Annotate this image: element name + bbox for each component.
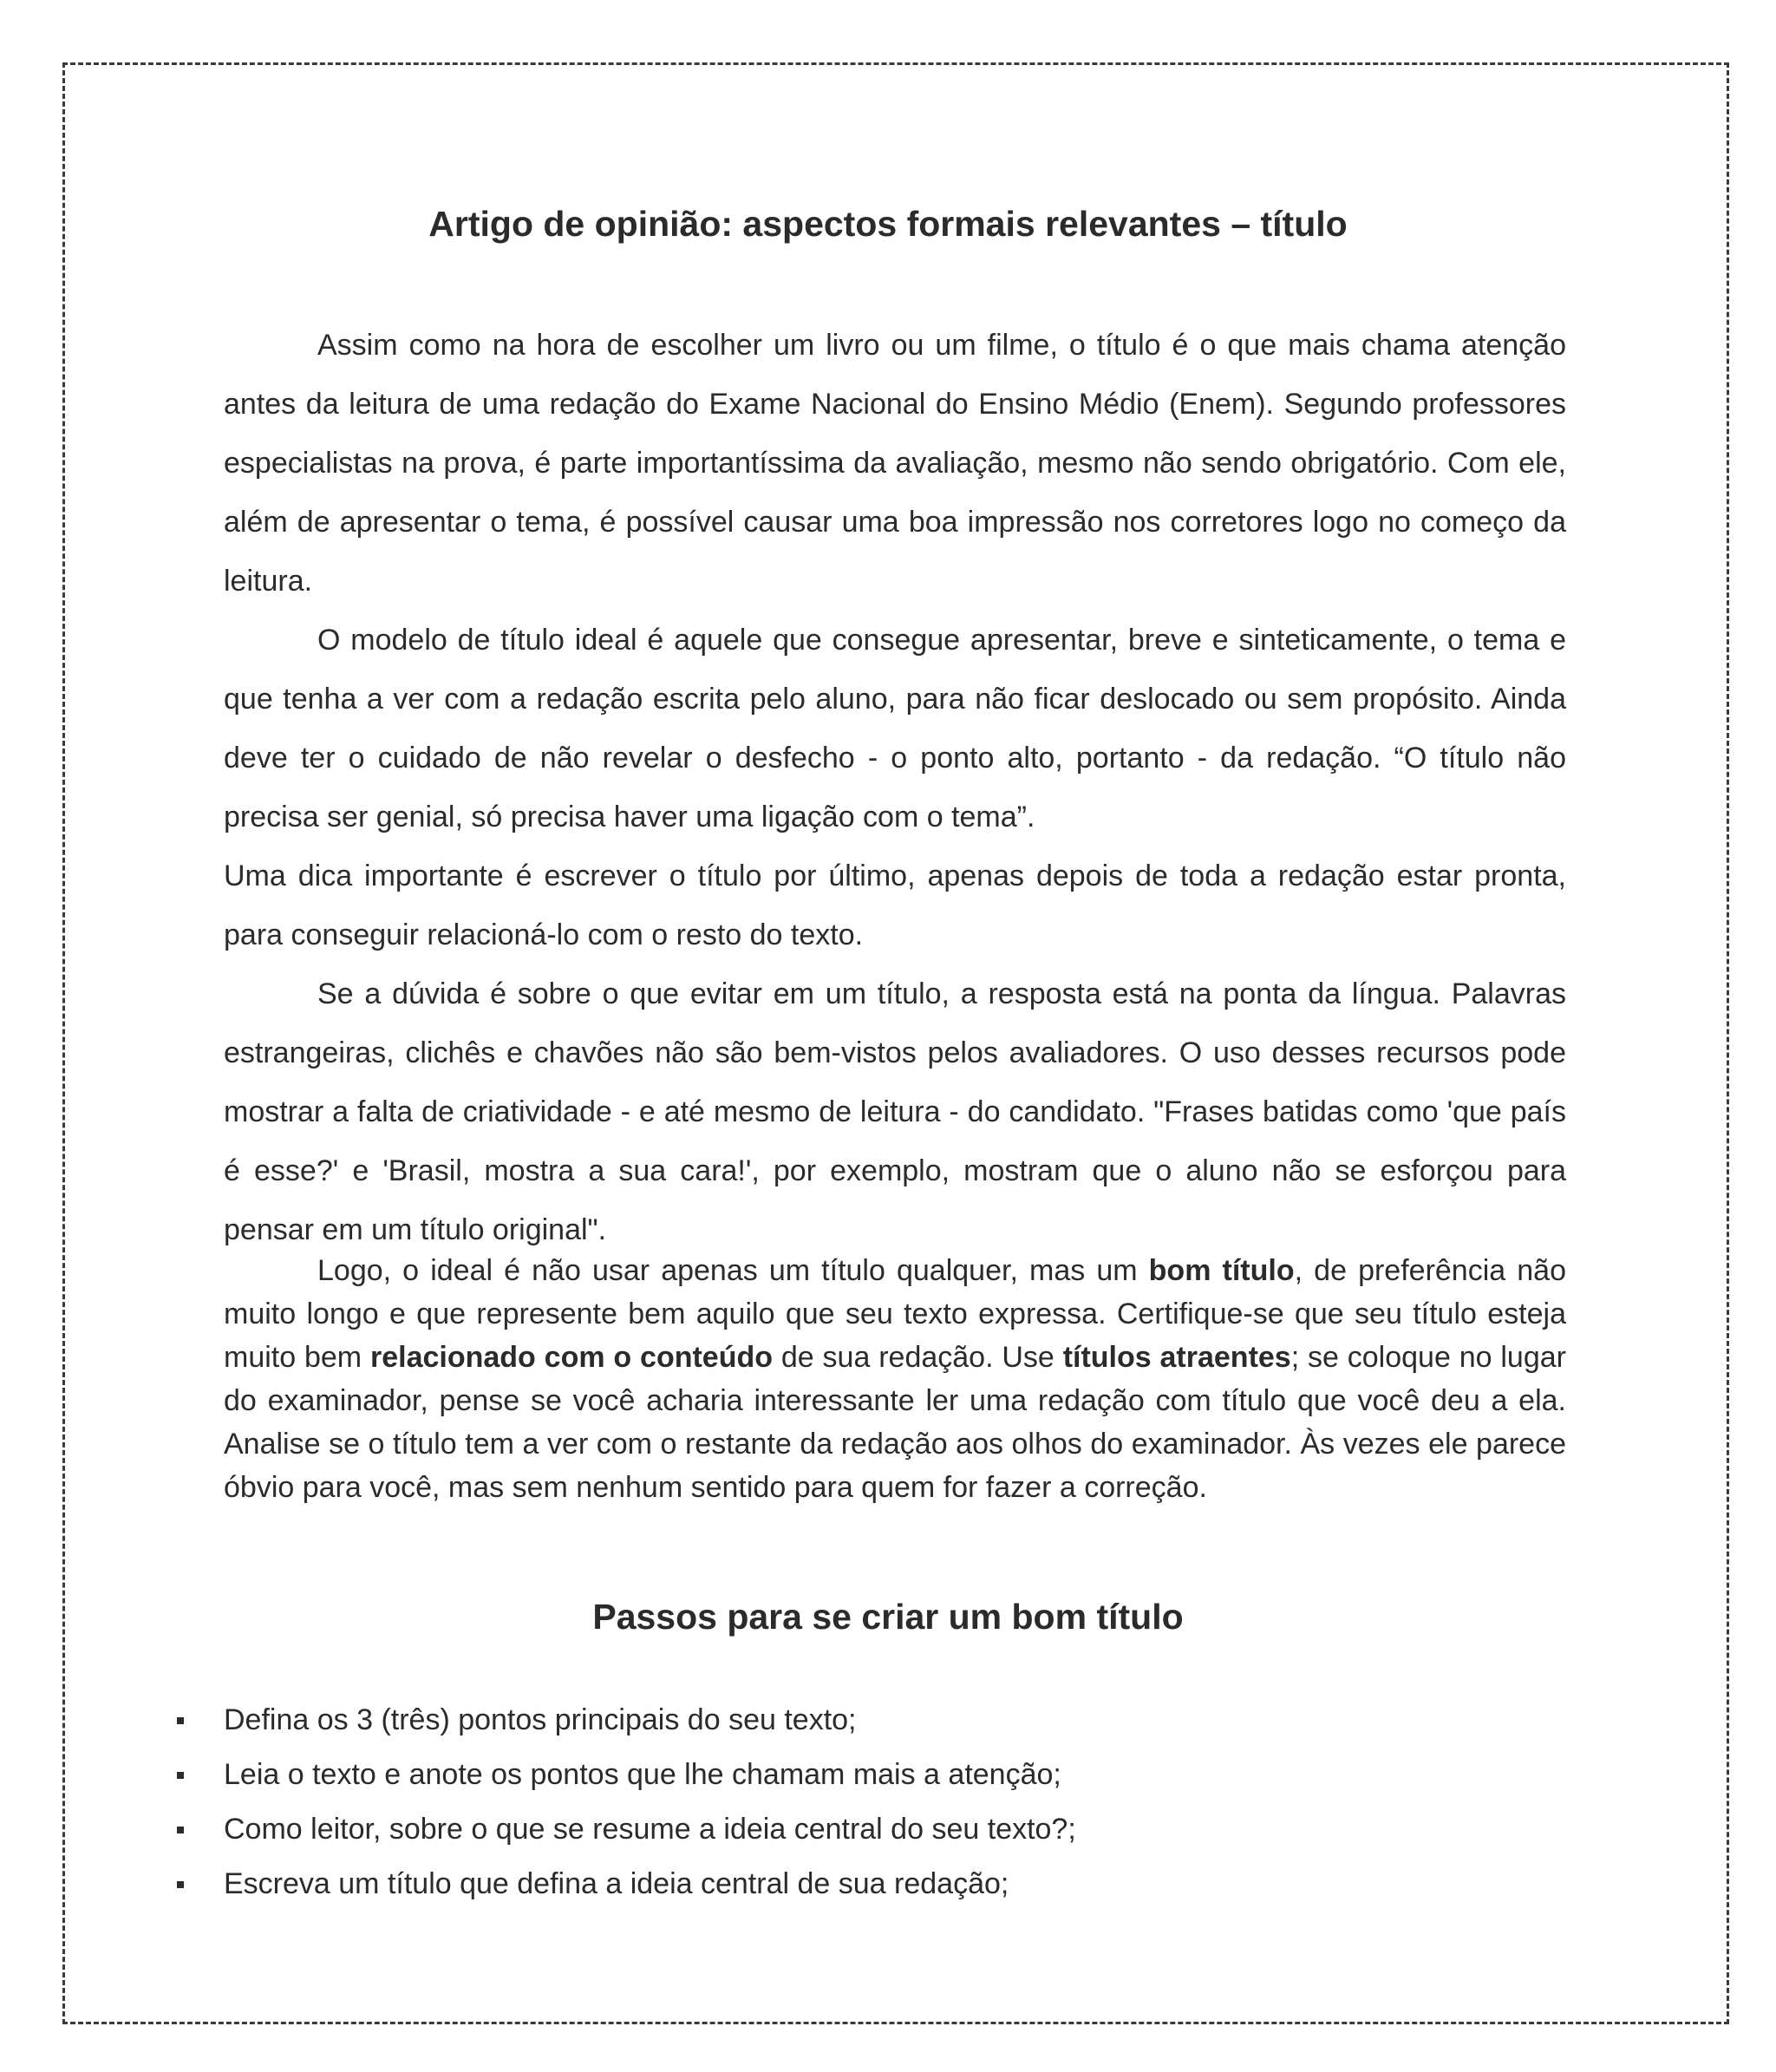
list-item-text: Como leitor, sobre o que se resume a ideia central do seu texto?;	[224, 1813, 1076, 1846]
square-bullet-icon	[177, 1717, 184, 1724]
paragraph-5	[224, 1249, 1566, 1509]
steps-list	[224, 1693, 1566, 1912]
highlight-relacionado: relacionado com o conteúdo	[369, 1341, 774, 1374]
list-item-text: Escreva um título que defina a ideia central de sua redação;	[224, 1867, 1009, 1900]
paragraph-5-text-2: , de preferência não muito longo e que represente bem aquilo que seu texto expressa. Certifique-se que seu título esteja muito bem	[224, 1254, 1566, 1374]
body-text-conclusion	[224, 1249, 1566, 1509]
list-item-text: Leia o texto e anote os pontos que lhe chamam mais a atenção;	[224, 1758, 1061, 1791]
paragraph-2: O modelo de título ideal é aquele que consegue apresentar, breve e sinteticamente, o tema e que tenha a ver com a redação escrita pelo aluno, para não ficar deslocado ou sem propósito. Ainda deve ter o cuidado de não revelar o desfecho - o ponto alto, portanto - da redação. “O título não precisa ser genial, só precisa haver uma ligação com o tema”.	[224, 624, 1566, 833]
square-bullet-icon	[177, 1827, 184, 1833]
list-item	[224, 1693, 1566, 1748]
list-item	[224, 1748, 1566, 1802]
square-bullet-icon	[177, 1881, 184, 1888]
paragraph-3: Uma dica importante é escrever o título por último, apenas depois de toda a redação estar pronta, para conseguir relacioná-lo com o resto do texto.	[224, 860, 1566, 951]
list-item	[224, 1857, 1566, 1912]
list-item-text: Defina os 3 (três) pontos principais do seu texto;	[224, 1703, 857, 1736]
paragraph-5-text-4: ; se coloque no lugar do examinador, pense se você acharia interessante ler uma redação com título que você deu a ela. Analise se o título tem a ver com o restante da redação aos olhos do examinador. Às vezes ele parece óbvio para você, mas sem nenhum sentido para quem for fazer a correção.	[224, 1341, 1566, 1504]
highlight-titulos-atraentes: títulos atraentes	[1062, 1341, 1291, 1374]
page-title: Artigo de opinião: aspectos formais relevantes – título	[428, 204, 1348, 244]
paragraph-1: Assim como na hora de escolher um livro ou um filme, o título é o que mais chama atenção antes da leitura de uma redação do Exame Nacional do Ensino Médio (Enem). Segundo professores especialistas na prova, é parte importantíssima da avaliação, mesmo não sendo obrigatório. Com ele, além de apresentar o tema, é possível causar uma boa impressão nos corretores logo no começo da leitura.	[224, 329, 1566, 598]
paragraph-5-text-1: Logo, o ideal é não usar apenas um título qualquer, mas um	[317, 1254, 1149, 1287]
section-heading: Passos para se criar um bom título	[592, 1597, 1184, 1637]
square-bullet-icon	[177, 1772, 184, 1779]
list-item	[224, 1802, 1566, 1857]
body-text-main	[224, 316, 1566, 1259]
highlight-bom-titulo: bom título	[1148, 1254, 1295, 1287]
paragraph-4: Se a dúvida é sobre o que evitar em um título, a resposta está na ponta da língua. Palavras estrangeiras, clichês e chavões não são bem-vistos pelos avaliadores. O uso desses recursos pode mostrar a falta de criatividade - e até mesmo de leitura - do candidato. "Frases batidas como 'que país é esse?' e 'Brasil, mostra a sua cara!', por exemplo, mostram que o aluno não se esforçou para pensar em um título original".	[224, 977, 1566, 1246]
paragraph-5-text-3: de sua redação. Use	[773, 1341, 1063, 1374]
